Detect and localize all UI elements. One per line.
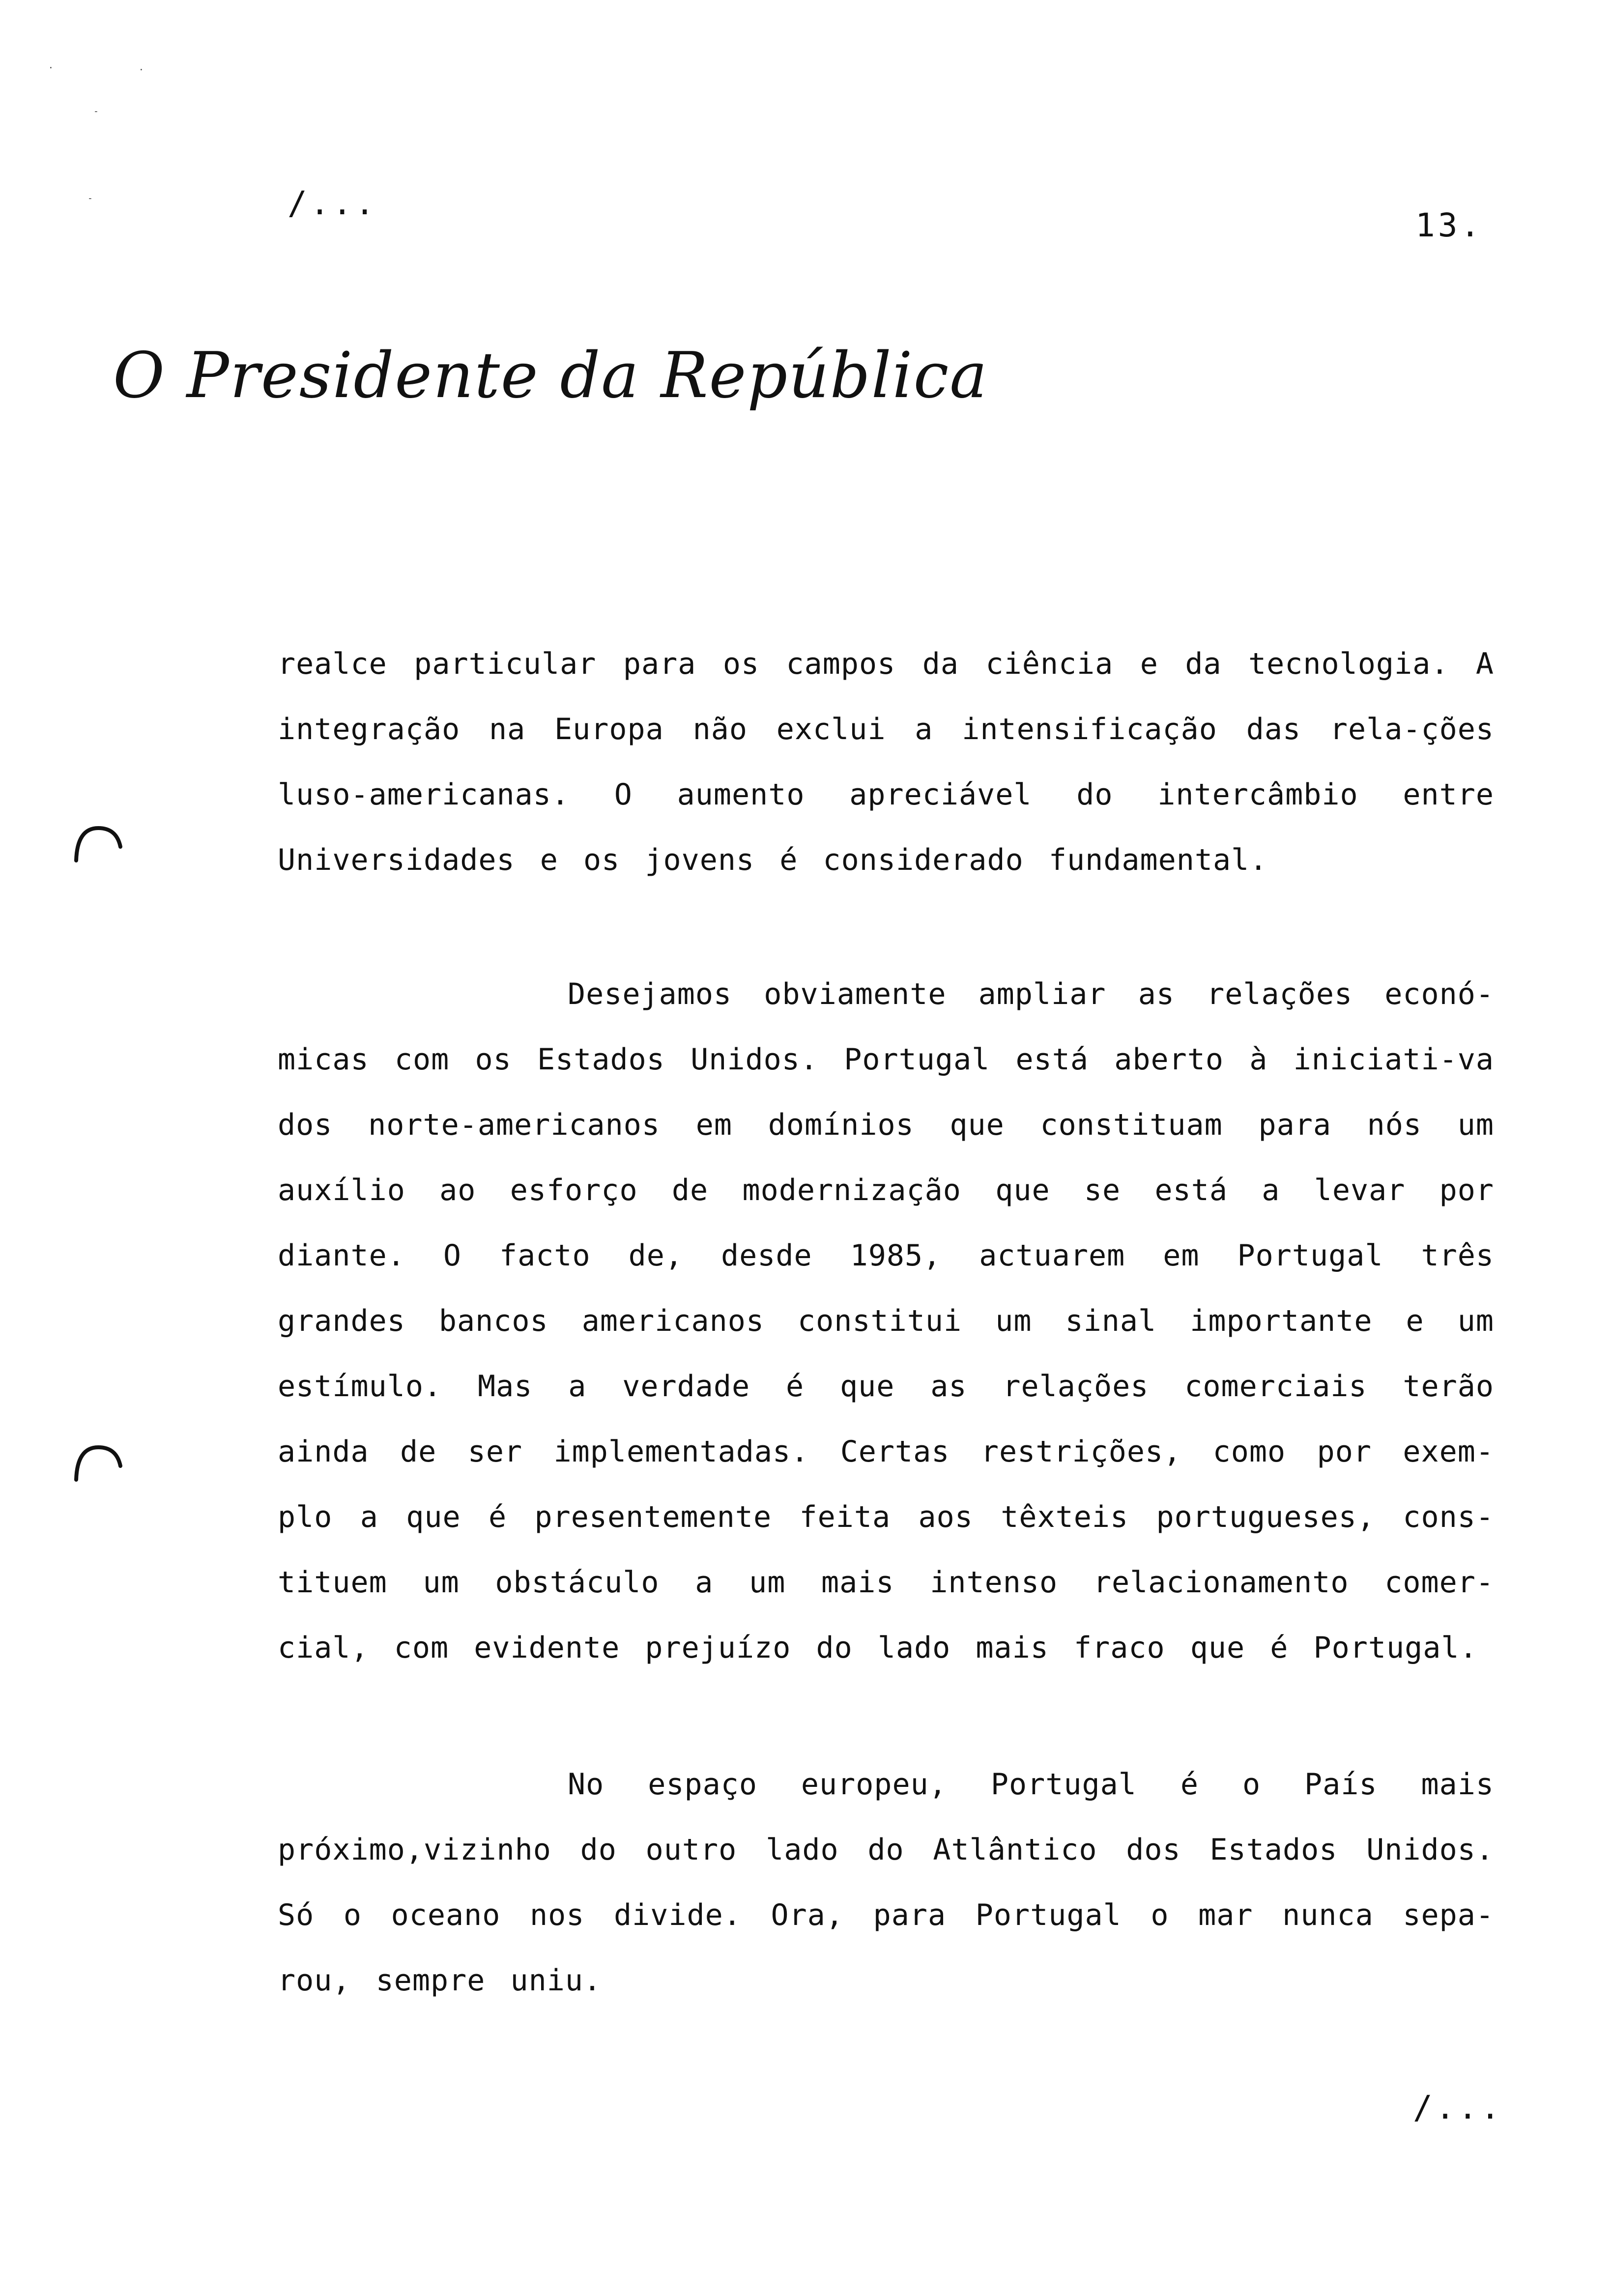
- page-number: 13.: [1415, 206, 1483, 244]
- body-paragraph: Desejamos obviamente ampliar as relações econó-micas com os Estados Unidos. Portugal está aberto à iniciati-va dos norte-americanos em domínios que constituam para nós um auxílio ao esforço de modernização que se está a levar por diante. O facto de, desde 1985, actuarem em Portugal três grandes bancos americanos constitui um sinal importante e um estímulo. Mas a verdade é que as relações comerciais terão ainda de ser implementadas. Certas restrições, como por exem-plo a que é presentemente feita aos têxteis portugueses, cons-tituem um obstáculo a um mais intenso relacionamento comer-cial, com evidente prejuízo do lado mais fraco que é Portugal.: [278, 977, 1494, 1665]
- speck-mark: -: [87, 193, 93, 203]
- body-paragraph: realce particular para os campos da ciência e da tecnologia. A integração na Europa não exclui a intensificação das rela-ções luso-americanas. O aumento apreciável do intercâmbio entre Universidades e os jovens é considerado fundamental.: [278, 647, 1494, 877]
- continuation-marker-bottom: /...: [1413, 2089, 1503, 2126]
- speck-mark: ·: [48, 63, 54, 73]
- body-paragraph: No espaço europeu, Portugal é o País mais próximo,vizinho do outro lado do Atlântico dos Estados Unidos. Só o oceano nos divide. Ora, para Portugal o mar nunca sepa-rou, sempre uniu.: [278, 1767, 1494, 1998]
- margin-bracket-mark: [71, 1442, 125, 1484]
- speck-mark: -: [93, 106, 99, 116]
- margin-bracket-mark: [71, 823, 125, 864]
- continuation-marker-top: /...: [288, 184, 377, 222]
- speck-mark: ·: [139, 65, 144, 75]
- letterhead-title: O Presidente da República: [113, 339, 988, 412]
